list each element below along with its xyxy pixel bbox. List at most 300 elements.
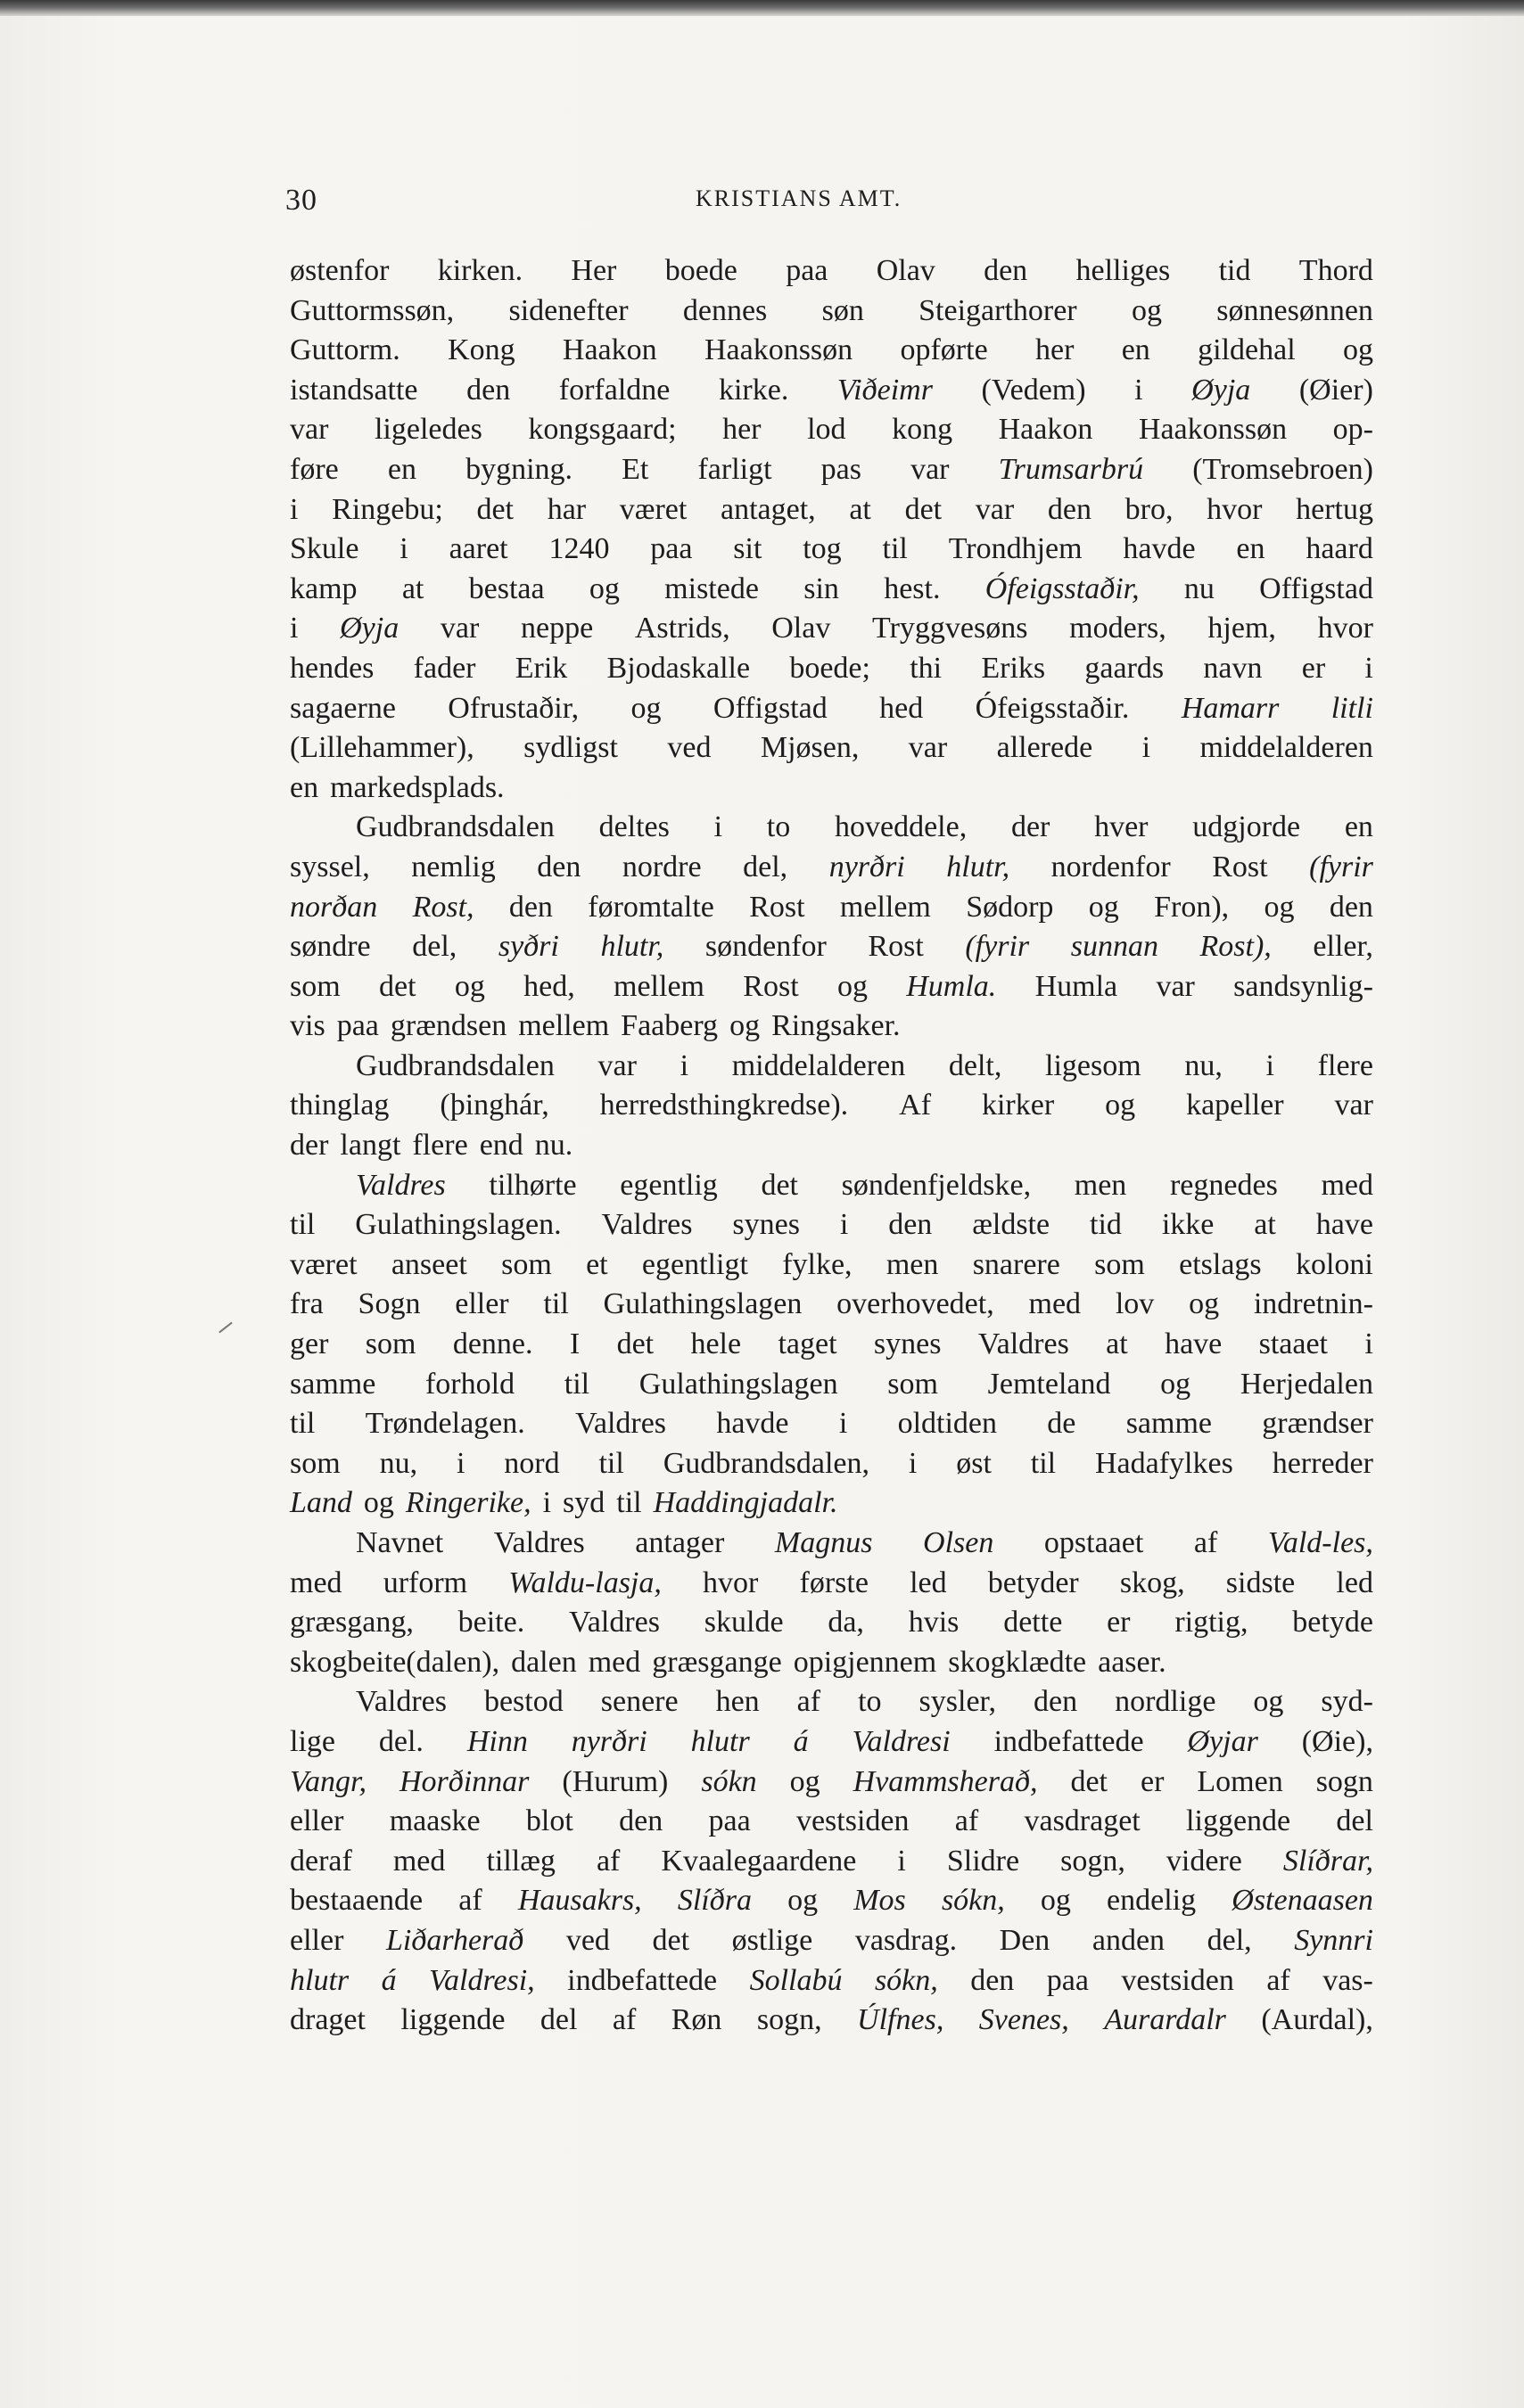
word: der [290,1129,329,1163]
word: den [970,1963,1015,1997]
word: Valdres [356,1685,447,1719]
text-line [290,410,1373,450]
word: vestsiden [795,1804,910,1838]
word: forfaldne [558,373,671,407]
word: Skule [290,532,359,566]
word: (Øier) [1298,373,1373,407]
word: det [476,492,515,526]
word: Rost [1212,850,1268,883]
word: Af [899,1089,932,1122]
word: antaget, [721,492,816,526]
word: led [1336,1566,1373,1599]
word: samme [1125,1407,1212,1441]
word: i [542,1486,552,1520]
italic-word: (fyrir [1309,850,1373,883]
word: det [761,1168,798,1202]
italic-word: hlutr [690,1724,750,1758]
word: (Aurdal), [1261,2003,1373,2037]
word: en [387,452,416,486]
text-line [290,2001,1373,2041]
word: koloni [1295,1247,1373,1281]
word: kong [892,413,953,447]
italic-word: Hinn [466,1724,528,1758]
text-line [290,1483,1373,1524]
word: Haakonssøn [1138,413,1288,447]
word: Lomen [1197,1764,1283,1798]
italic-word: Øyja [340,612,400,645]
running-head [285,177,1373,226]
text-line [290,1682,1373,1722]
word: udgjorde [1192,810,1301,844]
word: allerede [996,731,1093,765]
word: eller [290,1923,344,1957]
word: aaret [449,532,508,566]
text-line [290,1285,1373,1325]
word: og [1264,890,1295,924]
italic-word: Slíðra [677,1884,752,1918]
word: med [290,1566,342,1599]
word: (Tromsebroen) [1192,452,1373,486]
word: til [598,1446,624,1480]
word: lov [1115,1287,1155,1321]
word: to [766,810,791,844]
word: og [787,1884,819,1918]
word: østlige [731,1923,813,1957]
word: Gulathingslagen. [355,1208,562,1242]
text-line [290,1325,1373,1365]
word: tid [1090,1208,1122,1242]
word: egentlig [620,1168,718,1202]
text-line [290,371,1373,411]
word: lod [807,413,846,447]
text-line [290,1047,1373,1087]
text-line [290,1126,1373,1166]
word: til [882,532,908,566]
word: havde [716,1407,789,1441]
word: græsgange [652,1645,782,1679]
word: i [839,1208,849,1242]
word: nu [1183,571,1215,605]
word: i [680,1048,689,1082]
word: middelalderen [731,1048,906,1082]
word: (Øie), [1301,1724,1373,1758]
italic-word: Sollabú [749,1963,843,1997]
word: herreder [1272,1446,1373,1480]
word: vas- [1322,1963,1373,1997]
word: Gulathingslagen [638,1367,838,1401]
word: sogn, [756,2003,822,2037]
word: hertug [1296,492,1373,526]
word: den [1034,1685,1078,1719]
word: det [652,1923,690,1957]
word: det [1070,1764,1108,1798]
word: Trøndelagen. [365,1407,525,1441]
word: ligesom [1045,1048,1141,1082]
italic-word: sókn [701,1764,757,1798]
word: ved [565,1923,610,1957]
word: er [1140,1764,1165,1798]
italic-word: Waldu-lasja, [508,1566,662,1599]
word: Slidre [946,1844,1020,1878]
word: anden [1092,1923,1166,1957]
word: haard [1306,532,1373,566]
word: hen [715,1685,760,1719]
word: pas [820,452,861,486]
word: tog [803,532,842,566]
text-line [290,1802,1373,1842]
italic-word: Vangr, [290,1764,367,1798]
text-line [290,927,1373,967]
word: som [1094,1247,1145,1281]
word: eller, [1313,930,1373,964]
word: ligeledes [374,413,482,447]
text-line [290,1603,1373,1643]
text-line [290,530,1373,570]
word: de [1047,1407,1076,1441]
word: skulde [704,1606,784,1640]
italic-word: Ringerike, [405,1486,531,1520]
word: og [1189,1287,1220,1321]
word: bestod [483,1685,564,1719]
word: grændsen [390,1009,507,1043]
word: vasdrag. [854,1923,958,1957]
word: en [1236,532,1265,566]
word: den [537,850,581,883]
word: del, [412,930,457,964]
word: Røn [671,2003,722,2037]
italic-word: Trumsarbrú [998,452,1144,486]
word: nordlige [1115,1685,1216,1719]
word: beite. [457,1606,525,1640]
word: i [897,1844,906,1878]
word: opstaaet [1043,1526,1144,1559]
word: Faaberg [621,1009,719,1043]
italic-word: Hamarr [1181,691,1280,725]
word: nord [504,1446,560,1480]
word: maaske [389,1804,481,1838]
word: sogn, [1060,1844,1125,1878]
italic-word: Viðeimr [836,373,933,407]
word: var [597,1048,637,1082]
word: snarere [972,1247,1060,1281]
text-line [290,1524,1373,1564]
word: føre [290,452,339,486]
italic-word: á [381,1963,397,1997]
word: i [290,492,299,526]
italic-word: Úlfnes, [857,2003,944,2037]
word: mellem [614,969,704,1003]
word: Her [571,254,617,287]
word: nordre [622,850,702,883]
word: at [849,492,871,526]
word: Mjøsen, [760,731,860,765]
text-line [290,251,1373,292]
word: i [908,1446,918,1480]
text-line [290,292,1373,332]
word: taget [778,1327,837,1361]
word: indretnin- [1253,1287,1373,1321]
italic-word: sókn, [874,1963,938,1997]
text-line [290,768,1373,809]
word: er [1301,651,1326,685]
word: end [479,1129,523,1163]
word: var [910,452,950,486]
word: sandsynlig- [1233,969,1373,1003]
text-line [290,1961,1373,2001]
word: hvis [908,1606,960,1640]
word: hest. [884,571,941,605]
italic-word: á [793,1724,809,1758]
word: den [1047,492,1092,526]
word: hoveddele, [834,810,968,844]
word: til [564,1367,590,1401]
word: Kong [448,333,515,367]
word: Guttormssøn, [290,293,455,327]
word: syssel, [290,850,370,883]
word: af [796,1685,821,1719]
word: som [290,969,341,1003]
word: antager [635,1526,725,1559]
word: en [1344,810,1373,844]
word: i [713,810,723,844]
italic-word: Øyja [1191,373,1251,407]
word: med [1321,1168,1373,1202]
italic-word: Svenes, [978,2003,1069,2037]
word: oldtiden [897,1407,997,1441]
word: at [1106,1327,1128,1361]
italic-word: nyrðri [571,1724,647,1758]
italic-word: Hausakrs, [517,1884,642,1918]
word: Herjedalen [1240,1367,1373,1401]
text-line [290,1086,1373,1126]
word: 1240 [548,532,610,566]
word: i [1364,1327,1373,1361]
word: Jemteland [987,1367,1111,1401]
word: hed [879,691,924,725]
italic-word: (fyrir [965,930,1030,964]
word: søndenfjeldske, [841,1168,1032,1202]
word: Ringsaker. [771,1009,901,1043]
word: del [540,2003,578,2037]
word: istandsatte [290,373,418,407]
scan-top-edge [0,0,1524,16]
word: liggende [400,2003,506,2037]
word: her [1034,333,1075,367]
word: af [612,2003,637,2037]
word: tid [1218,254,1251,287]
word: thi [910,651,943,685]
word: til [543,1287,569,1321]
word: nu, [1184,1048,1223,1082]
word: i [400,532,408,566]
word: hjem, [1207,612,1276,645]
word: søndenfor [704,930,827,964]
word: var [975,492,1015,526]
text-line [290,1365,1373,1405]
word: i [838,1407,848,1441]
word: nordenfor [1050,850,1171,883]
text-line [290,1921,1373,1961]
word: to [858,1685,882,1719]
word: i [1141,731,1151,765]
word: dalen [511,1645,577,1679]
word: som [501,1247,552,1281]
word: mellem [839,890,931,924]
word: af [954,1804,979,1838]
word: den [984,254,1028,287]
word: og [1342,333,1373,367]
italic-word: Olsen [923,1526,994,1559]
word: indbefattede [993,1724,1144,1758]
word: den [888,1208,933,1242]
word: aaser. [1098,1645,1166,1679]
word: have [1165,1327,1223,1361]
word: Haakon [562,333,657,367]
word: til [290,1208,316,1242]
word: fader [413,651,476,685]
italic-word: sókn, [941,1884,1005,1918]
text-line [290,331,1373,371]
word: en [1121,333,1150,367]
word: Gudbrandsdalen, [663,1446,870,1480]
word: har [547,492,587,526]
word: er [1107,1606,1131,1640]
word: herredsthingkredse). [599,1089,849,1122]
word: kamp [290,571,358,605]
word: eller [455,1287,509,1321]
word: overhovedet, [836,1287,994,1321]
word: farligt [697,452,772,486]
word: det [378,969,416,1003]
word: Sogn [358,1287,421,1321]
italic-word: litli [1330,691,1373,725]
word: sagaerne [290,691,396,725]
word: sidenefter [508,293,629,327]
word: der [1010,810,1050,844]
word: liggende [1186,1804,1291,1838]
word: føromtalte [588,890,714,924]
word: flere [412,1129,468,1163]
text-line [290,450,1373,490]
italic-word: Synnri [1294,1923,1373,1957]
word: sydligst [523,731,618,765]
word: regnedes [1169,1168,1278,1202]
word: Bjodaskalle [606,651,751,685]
word: i [1134,373,1143,407]
word: og [1253,1685,1284,1719]
word: paa [1046,1963,1089,1997]
word: thinglag [290,1089,390,1122]
word: Et [622,452,649,486]
word: og [630,691,662,725]
italic-word: Haddingjadalr. [653,1486,838,1520]
word: indbefattede [567,1963,718,1997]
word: Haakonssøn [704,333,853,367]
text-line [290,1404,1373,1444]
word: bygning. [465,452,573,486]
word: Valdres [977,1327,1069,1361]
word: sogn [1315,1764,1373,1798]
word: opførte [900,333,988,367]
word: egentligt [641,1247,748,1281]
word: navn [1203,651,1263,685]
text-line [290,490,1373,530]
word: Eriks [981,651,1046,685]
word: Valdres [493,1526,585,1559]
word: (þinghár, [440,1089,549,1122]
text-line [290,888,1373,928]
word: mellem [518,1009,610,1043]
word: fylke, [782,1247,853,1281]
word: kirke. [718,373,789,407]
word: Valdres [569,1606,660,1640]
text-line [290,808,1373,848]
text-line [290,1564,1373,1604]
word: Hadafylkes [1095,1446,1233,1480]
word: markedsplads. [330,770,505,804]
word: vestsiden [1121,1963,1234,1997]
word: denne. [452,1327,533,1361]
word: skog, [1119,1566,1185,1599]
word: Den [999,1923,1050,1957]
word: endelig [1107,1884,1197,1918]
word: Humla [1034,969,1118,1003]
word: i [1265,1048,1274,1082]
word: boede [664,254,737,287]
word: boede; [789,651,870,685]
word: græsgang, [290,1606,414,1640]
word: Haakon [998,413,1093,447]
italic-word: hlutr, [946,850,1010,883]
word: Kvaalegaardene [661,1844,857,1878]
italic-word: syðri [498,930,559,964]
italic-word: nyrðri [828,850,905,883]
word: rigtig, [1174,1606,1248,1640]
word: deraf [290,1844,352,1878]
word: helliges [1075,254,1171,287]
word: ger [290,1327,329,1361]
text-line [290,649,1373,689]
word: og [1160,1367,1191,1401]
word: søn [821,293,864,327]
word: betyde [1292,1606,1373,1640]
word: sin [803,571,839,605]
italic-word: hlutr [290,1963,350,1997]
italic-word: Land [290,1486,352,1520]
word: kapeller [1186,1089,1284,1122]
word: den [619,1804,663,1838]
word: Thord [1298,254,1373,287]
word: været [290,1247,358,1281]
word: Steigarthorer [919,293,1077,327]
text-line [290,1007,1373,1047]
word: ved [667,731,712,765]
italic-word: norðan [290,890,378,924]
word: vasdraget [1024,1804,1141,1838]
italic-word: Østenaasen [1232,1884,1373,1918]
text-line [290,1245,1373,1286]
word: Rost [749,890,805,924]
word: led [910,1566,947,1599]
word: den [466,373,511,407]
word: søndre [290,930,371,964]
word: Erik [515,651,568,685]
word: flere [1317,1048,1373,1082]
word: og [454,969,485,1003]
word: sysler, [919,1685,997,1719]
word: Astrids, [634,612,730,645]
word: Rost [743,969,799,1003]
